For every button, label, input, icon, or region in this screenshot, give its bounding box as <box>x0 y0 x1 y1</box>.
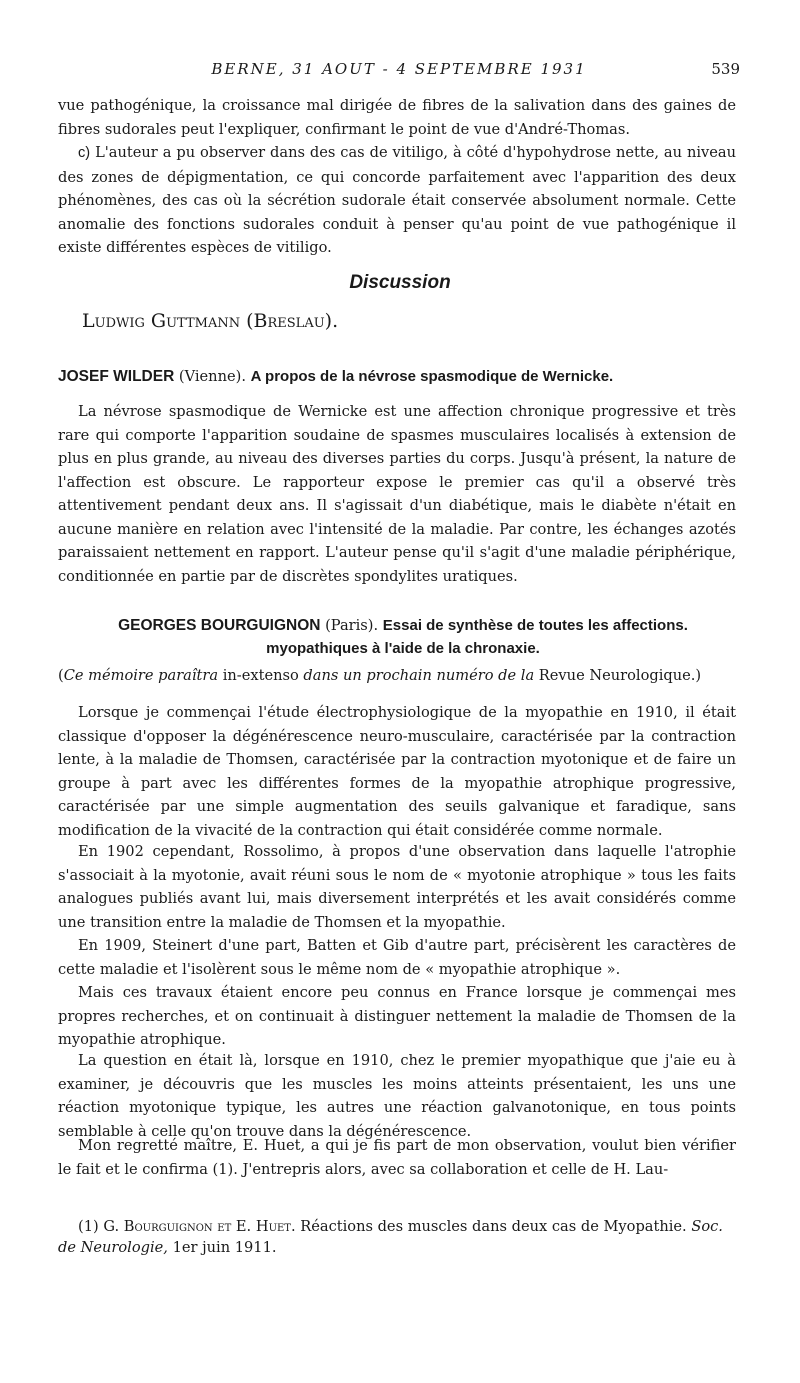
bourguignon-paragraph-2: En 1902 cependant, Rossolimo, à propos d'une observation dans laquelle l'atrophie s'associait à la myotonie, avait réuni sous le nom de « myotonie atrophique » tous les faits analogues publiés avant lui, mais diversement interprétés et les avait considérés comme une transition entre la maladie de Thomsen et la myopathie. <box>58 843 736 931</box>
footnote-date: 1er juin 1911. <box>167 1239 277 1256</box>
page-number: 539 <box>711 60 740 78</box>
list-label: c) <box>78 145 91 161</box>
footnote-authors: G. Bourguignon et E. Huet. <box>103 1218 296 1235</box>
footnote-marker: (1) <box>78 1218 104 1235</box>
bourguignon-paragraph-3: En 1909, Steinert d'une part, Batten et Gib d'autre part, précisèrent les caractères de cette maladie et l'isolèrent sous le même nom de « myopathie atrophique ». <box>58 937 736 978</box>
bourguignon-title-2: myopathiques à l'aide de la chronaxie. <box>266 640 540 657</box>
bourguignon-paragraph-5: La question en était là, lorsque en 1910, chez le premier myopathique que j'aie eu à examiner, je découvris que les muscles les moins atteints présentaient, les uns une réaction myotonique typique, les autres une réaction galvanotonique, en tous points semblable à celle qu'on trouve dans la dégénérescence. <box>58 1052 736 1140</box>
wilder-heading <box>58 365 748 388</box>
note-end: Revue Neurologique.) <box>534 667 702 684</box>
intro-paragraph-2-text: L'auteur a pu observer dans des cas de vitiligo, à côté d'hypohydrose nette, au niveau des zones de dépigmentation, ce qui concorde parfaitement avec l'apparition des deux phénomènes, des cas où la sécrétion sudorale était conservée absolument normale. Cette anomalie des fonctions sudorales conduit à penser qu'au point de vue pathogénique il existe différentes espèces de vitiligo. <box>58 144 736 256</box>
bourguignon-paragraph-1: Lorsque je commençai l'étude électrophysiologique de la myopathie en 1910, il était classique d'opposer la dégénérescence neuro-musculaire, caractérisée par la contraction lente, à la maladie de Thomsen, caractérisée par la contraction myotonique et de faire un groupe à part avec les différentes formes de la myopathie atrophique progressive, caractérisée par une simple augmentation des seuils galvanique et faradique, sans modification de la vivacité de la contraction qui était considérée comme normale. <box>58 704 736 839</box>
note-paren: ( <box>58 667 64 684</box>
bourguignon-title-1: Essai de synthèse de toutes les affections. <box>382 617 688 634</box>
wilder-author: JOSEF WILDER <box>58 368 175 385</box>
running-header <box>58 60 740 82</box>
intro-paragraph-2 <box>58 141 736 260</box>
intro-paragraph-1: vue pathogénique, la croissance mal dirigée de fibres de la salivation dans des gaines de fibres sudorales peut l'expliquer, confirmant le point de vue d'André-Thomas. <box>58 97 736 138</box>
wilder-title: A propos de la névrose spasmodique de Wernicke. <box>250 368 614 385</box>
running-title: BERNE, 31 AOUT - 4 SEPTEMBRE 1931 <box>211 60 587 78</box>
wilder-place: (Vienne). <box>178 368 246 385</box>
footnote <box>58 1216 736 1258</box>
note-mid: in-extenso <box>218 667 304 684</box>
footnote-text: Réactions des muscles dans deux cas de Myopathie. <box>295 1218 692 1235</box>
bourguignon-author: GEORGES BOURGUIGNON <box>118 617 321 634</box>
bourguignon-heading <box>58 614 748 660</box>
bourguignon-paragraph-6: Mon regretté maître, E. Huet, a qui je fis part de mon observation, voulut bien vérifier le fait et le confirma (1). J'entrepris alors, avec sa collaboration et celle de H. Lau- <box>58 1137 736 1178</box>
bourguignon-note <box>58 664 736 688</box>
discussion-heading: Discussion <box>349 272 451 293</box>
note-italic-2: dans un prochain numéro de la <box>303 667 535 684</box>
footnote-journal: Soc. de Neurologie, <box>58 1218 723 1256</box>
bourguignon-place: (Paris). <box>325 617 379 634</box>
discussion-speaker: Ludwig Guttmann (Breslau). <box>82 310 339 332</box>
bourguignon-paragraph-4: Mais ces travaux étaient encore peu connus en France lorsque je commençai mes propres recherches, et on continuait à distinguer nettement la maladie de Thomsen de la myopathie atrophique. <box>58 984 736 1048</box>
note-italic-1: Ce mémoire paraîtra <box>63 667 219 684</box>
wilder-body: La névrose spasmodique de Wernicke est une affection chronique progressive et très rare qui comporte l'apparition soudaine de spasmes musculaires localisés à extension de plus en plus grande, au niveau des diverses parties du corps. Jusqu'à présent, la nature de l'affection est obscure. Le rapporteur expose le premier cas qu'il a observé très attentivement pendant deux ans. Il s'agissait d'un diabétique, mais le diabète n'était en aucune manière en relation avec l'intensité de la maladie. Par contre, les échanges azotés paraissaient nettement en rapport. L'auteur pense qu'il s'agit d'une maladie périphérique, conditionnée en partie par de discrètes spondylites uratiques. <box>58 403 736 585</box>
